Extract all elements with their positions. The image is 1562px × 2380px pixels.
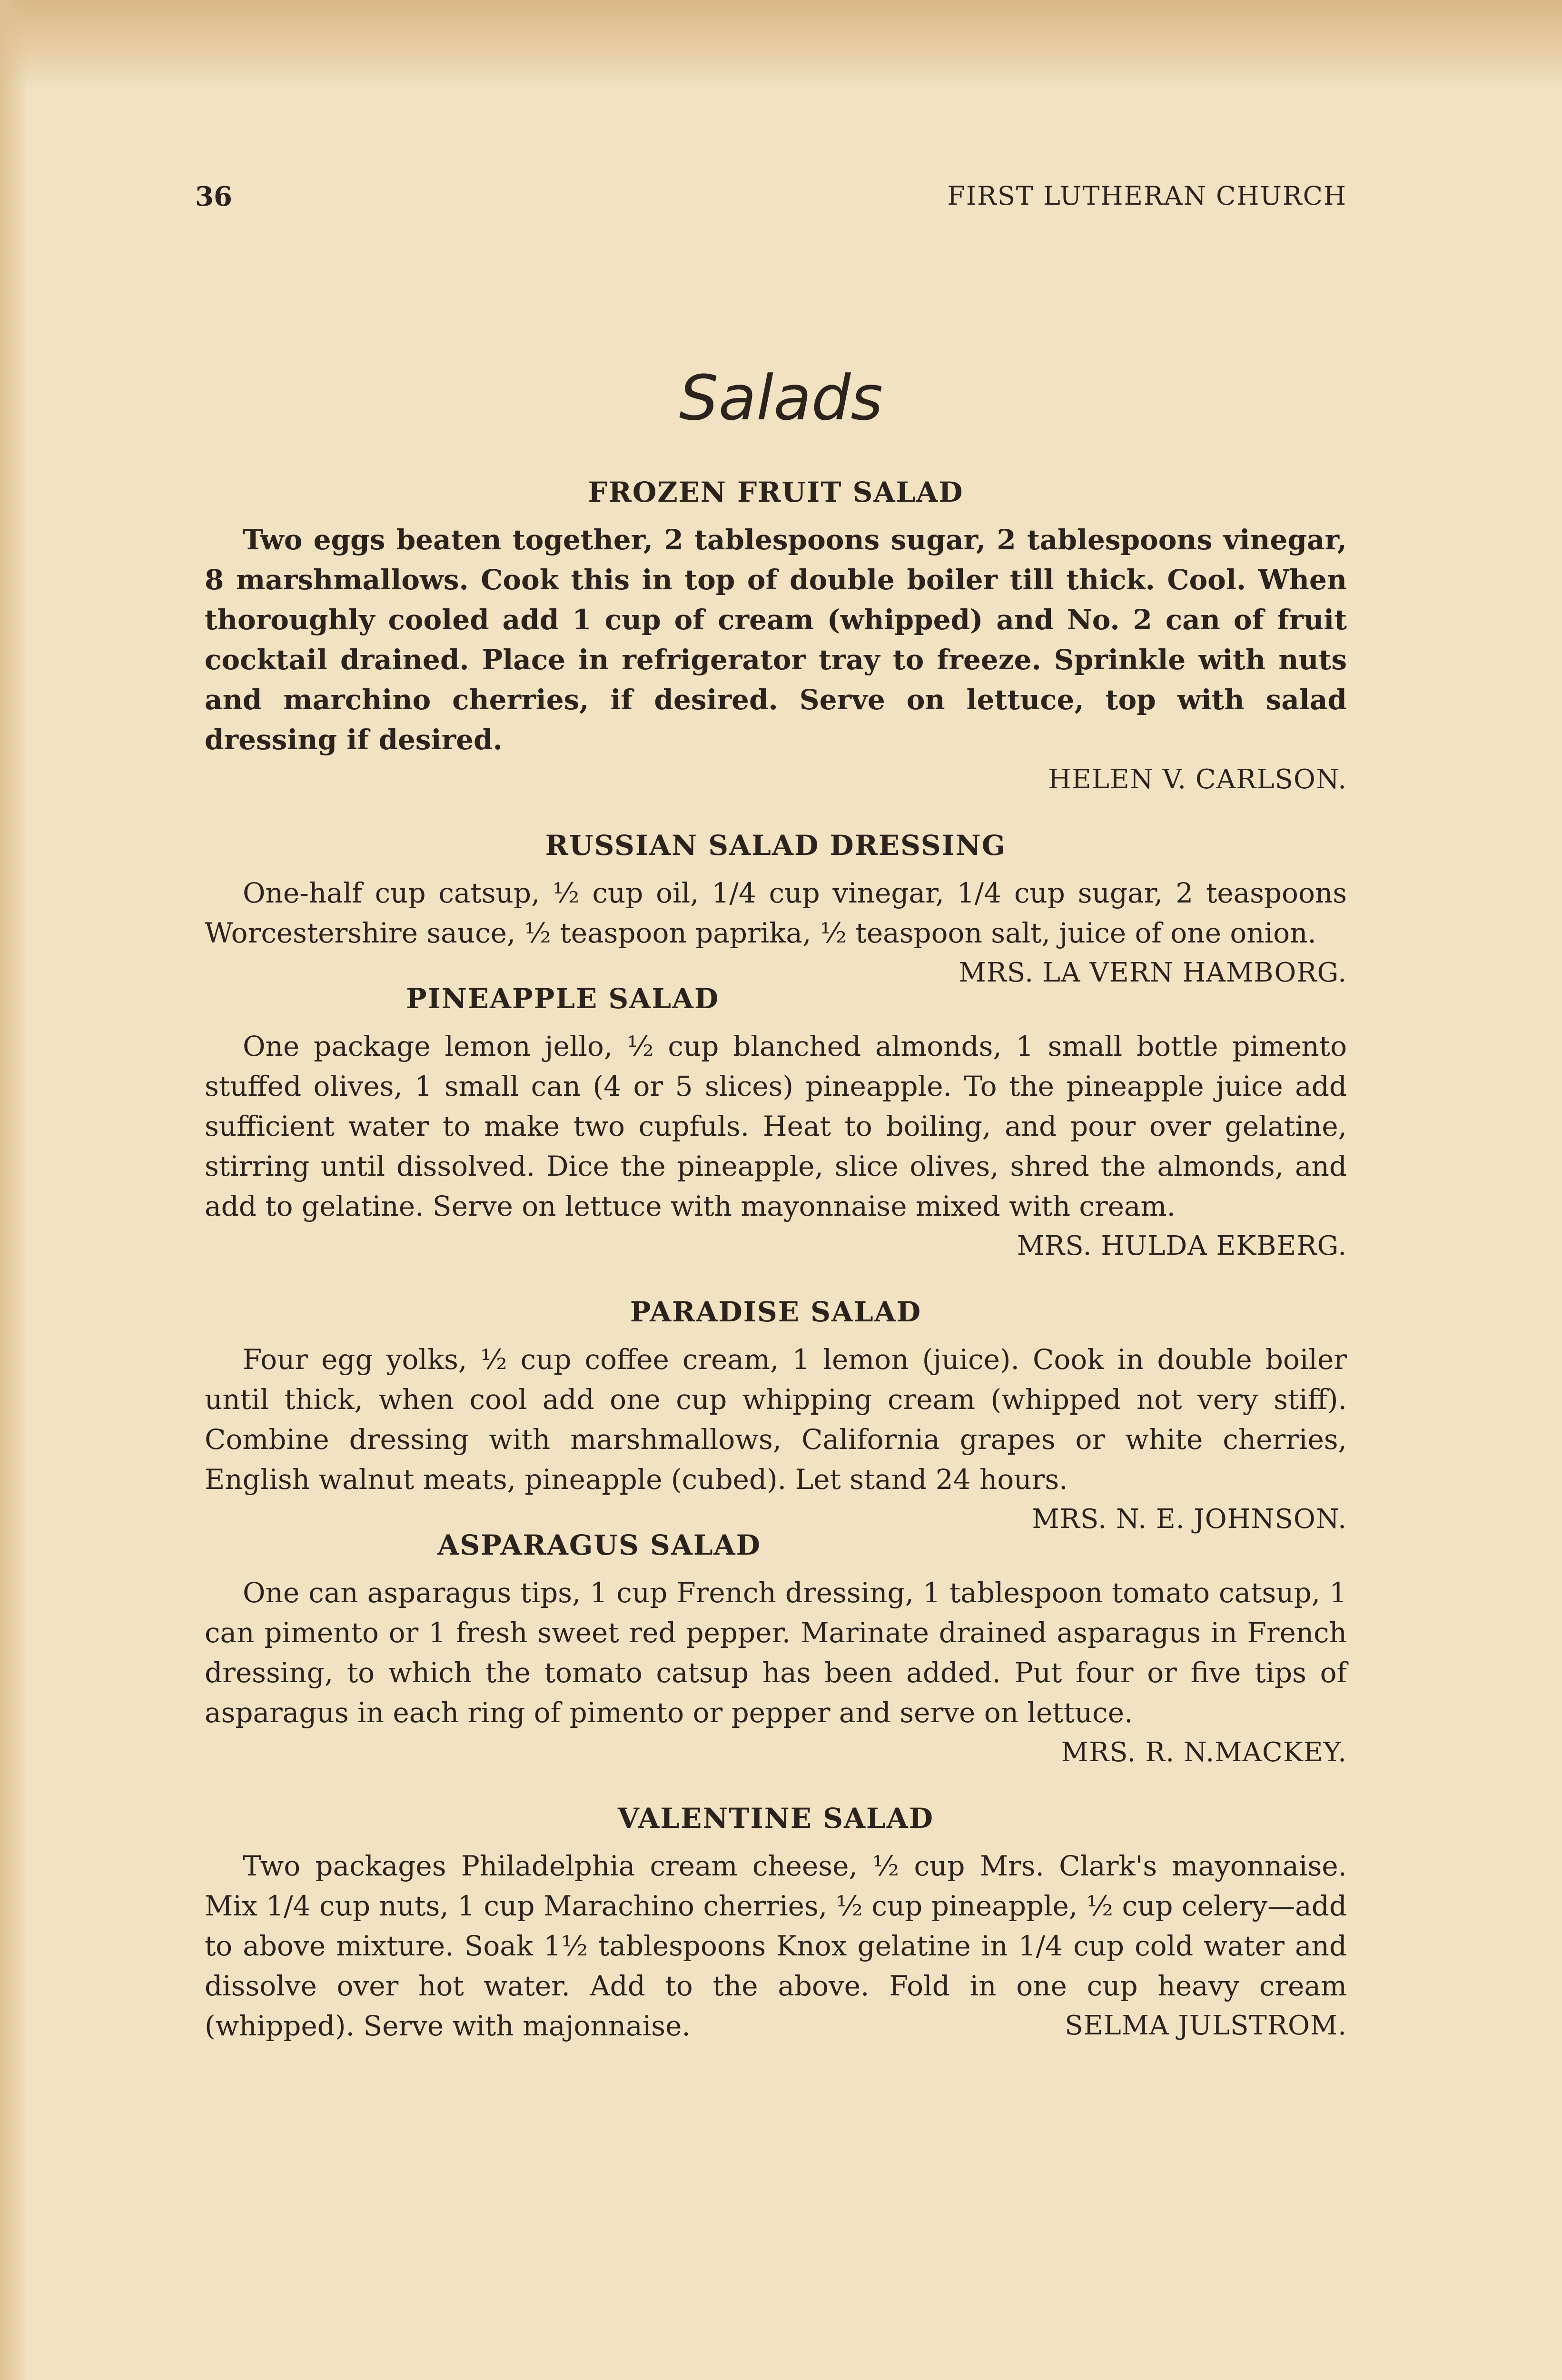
recipe-valentine-salad	[205, 1802, 1347, 2046]
section-title: Salads	[679, 362, 883, 434]
recipe-asparagus-salad	[205, 1529, 1347, 1773]
recipe-contributor: HELEN V. CARLSON.	[1048, 764, 1347, 795]
recipe-body: One package lemon jello, ½ cup blanched almonds, 1 small bottle pimento stuffed olives, 1 small can (4 or 5 slices) pineapple. To the pineapple juice add sufficient water to make two cupfuls. Heat to boiling, and pour over gelatine, stirring until dissolved. Dice the pineapple, slice olives, shred the almonds, and add to gelatine. Serve on lettuce with mayonnaise mixed with cream.	[205, 1030, 1347, 1222]
running-head: FIRST LUTHERAN CHURCH	[947, 181, 1347, 211]
recipe-body-with-contributor	[205, 873, 1347, 988]
recipe-body: Two packages Philadelphia cream cheese, ½ cup Mrs. Clark's mayonnaise. Mix 1/4 cup nuts, 1 cup Marachino cherries, ½ cup pineapple, ½ cup celery—add to above mixture. Soak 1½ tablespoons Knox gelatine in 1/4 cup cold water and dissolve over hot water. Add to the above. Fold in one cup heavy cream (whipped). Serve with majonnaise.	[205, 1850, 1347, 2042]
recipe-contributor: SELMA JULSTROM.	[1065, 2010, 1347, 2041]
recipe-title: PARADISE SALAD	[630, 1296, 922, 1328]
recipe-body-with-contributor	[205, 1846, 1347, 2046]
recipe-body: Two eggs beaten together, 2 tablespoons sugar, 2 tablespoons vinegar, 8 marshmallows. Cook this in top of double boiler till thick. Cool. When thoroughly cooled add 1 cup of cream (whipped) and No. 2 can of fruit cocktail drained. Place in refrigerator tray to freeze. Sprinkle with nuts and marchino cherries, if desired. Serve on lettuce, top with salad dressing if desired.	[205, 524, 1347, 756]
recipe-title: FROZEN FRUIT SALAD	[588, 476, 964, 508]
recipe-russian-salad-dressing	[205, 829, 1347, 988]
page-header	[195, 181, 1347, 224]
recipe-title: ASPARAGUS SALAD	[437, 1529, 761, 1561]
recipe-contributor: MRS. LA VERN HAMBORG.	[959, 957, 1347, 988]
recipe-pineapple-salad	[205, 982, 1347, 1266]
recipe-body-with-contributor	[205, 1339, 1347, 1535]
recipe-list	[205, 476, 1347, 2075]
recipe-frozen-fruit-salad	[205, 476, 1347, 800]
recipe-contributor: MRS. N. E. JOHNSON.	[1032, 1504, 1347, 1535]
recipe-title: RUSSIAN SALAD DRESSING	[545, 829, 1007, 862]
recipe-body: One-half cup catsup, ½ cup oil, 1/4 cup vinegar, 1/4 cup sugar, 2 teaspoons Worcestershire sauce, ½ teaspoon paprika, ½ teaspoon salt, juice of one onion.	[205, 877, 1347, 949]
water-stain	[0, 0, 1562, 90]
recipe-paradise-salad	[205, 1296, 1347, 1535]
recipe-title: VALENTINE SALAD	[617, 1802, 934, 1835]
recipe-body: Four egg yolks, ½ cup coffee cream, 1 lemon (juice). Cook in double boiler until thick, when cool add one cup whipping cream (whipped not very stiff). Combine dressing with marshmallows, California grapes or white cherries, English walnut meats, pineapple (cubed). Let stand 24 hours.	[205, 1343, 1347, 1496]
recipe-body: One can asparagus tips, 1 cup French dressing, 1 tablespoon tomato catsup, 1 can pimento or 1 fresh sweet red pepper. Marinate drained asparagus in French dressing, to which the tomato catsup has been added. Put four or five tips of asparagus in each ring of pimento or pepper and serve on lettuce.	[205, 1577, 1347, 1729]
recipe-title: PINEAPPLE SALAD	[406, 982, 720, 1015]
recipe-contributor: MRS. HULDA EKBERG.	[1017, 1230, 1347, 1261]
page-edge-shadow	[0, 0, 29, 2380]
page-number: 36	[195, 181, 232, 212]
recipe-contributor: MRS. R. N.MACKEY.	[1061, 1737, 1347, 1768]
